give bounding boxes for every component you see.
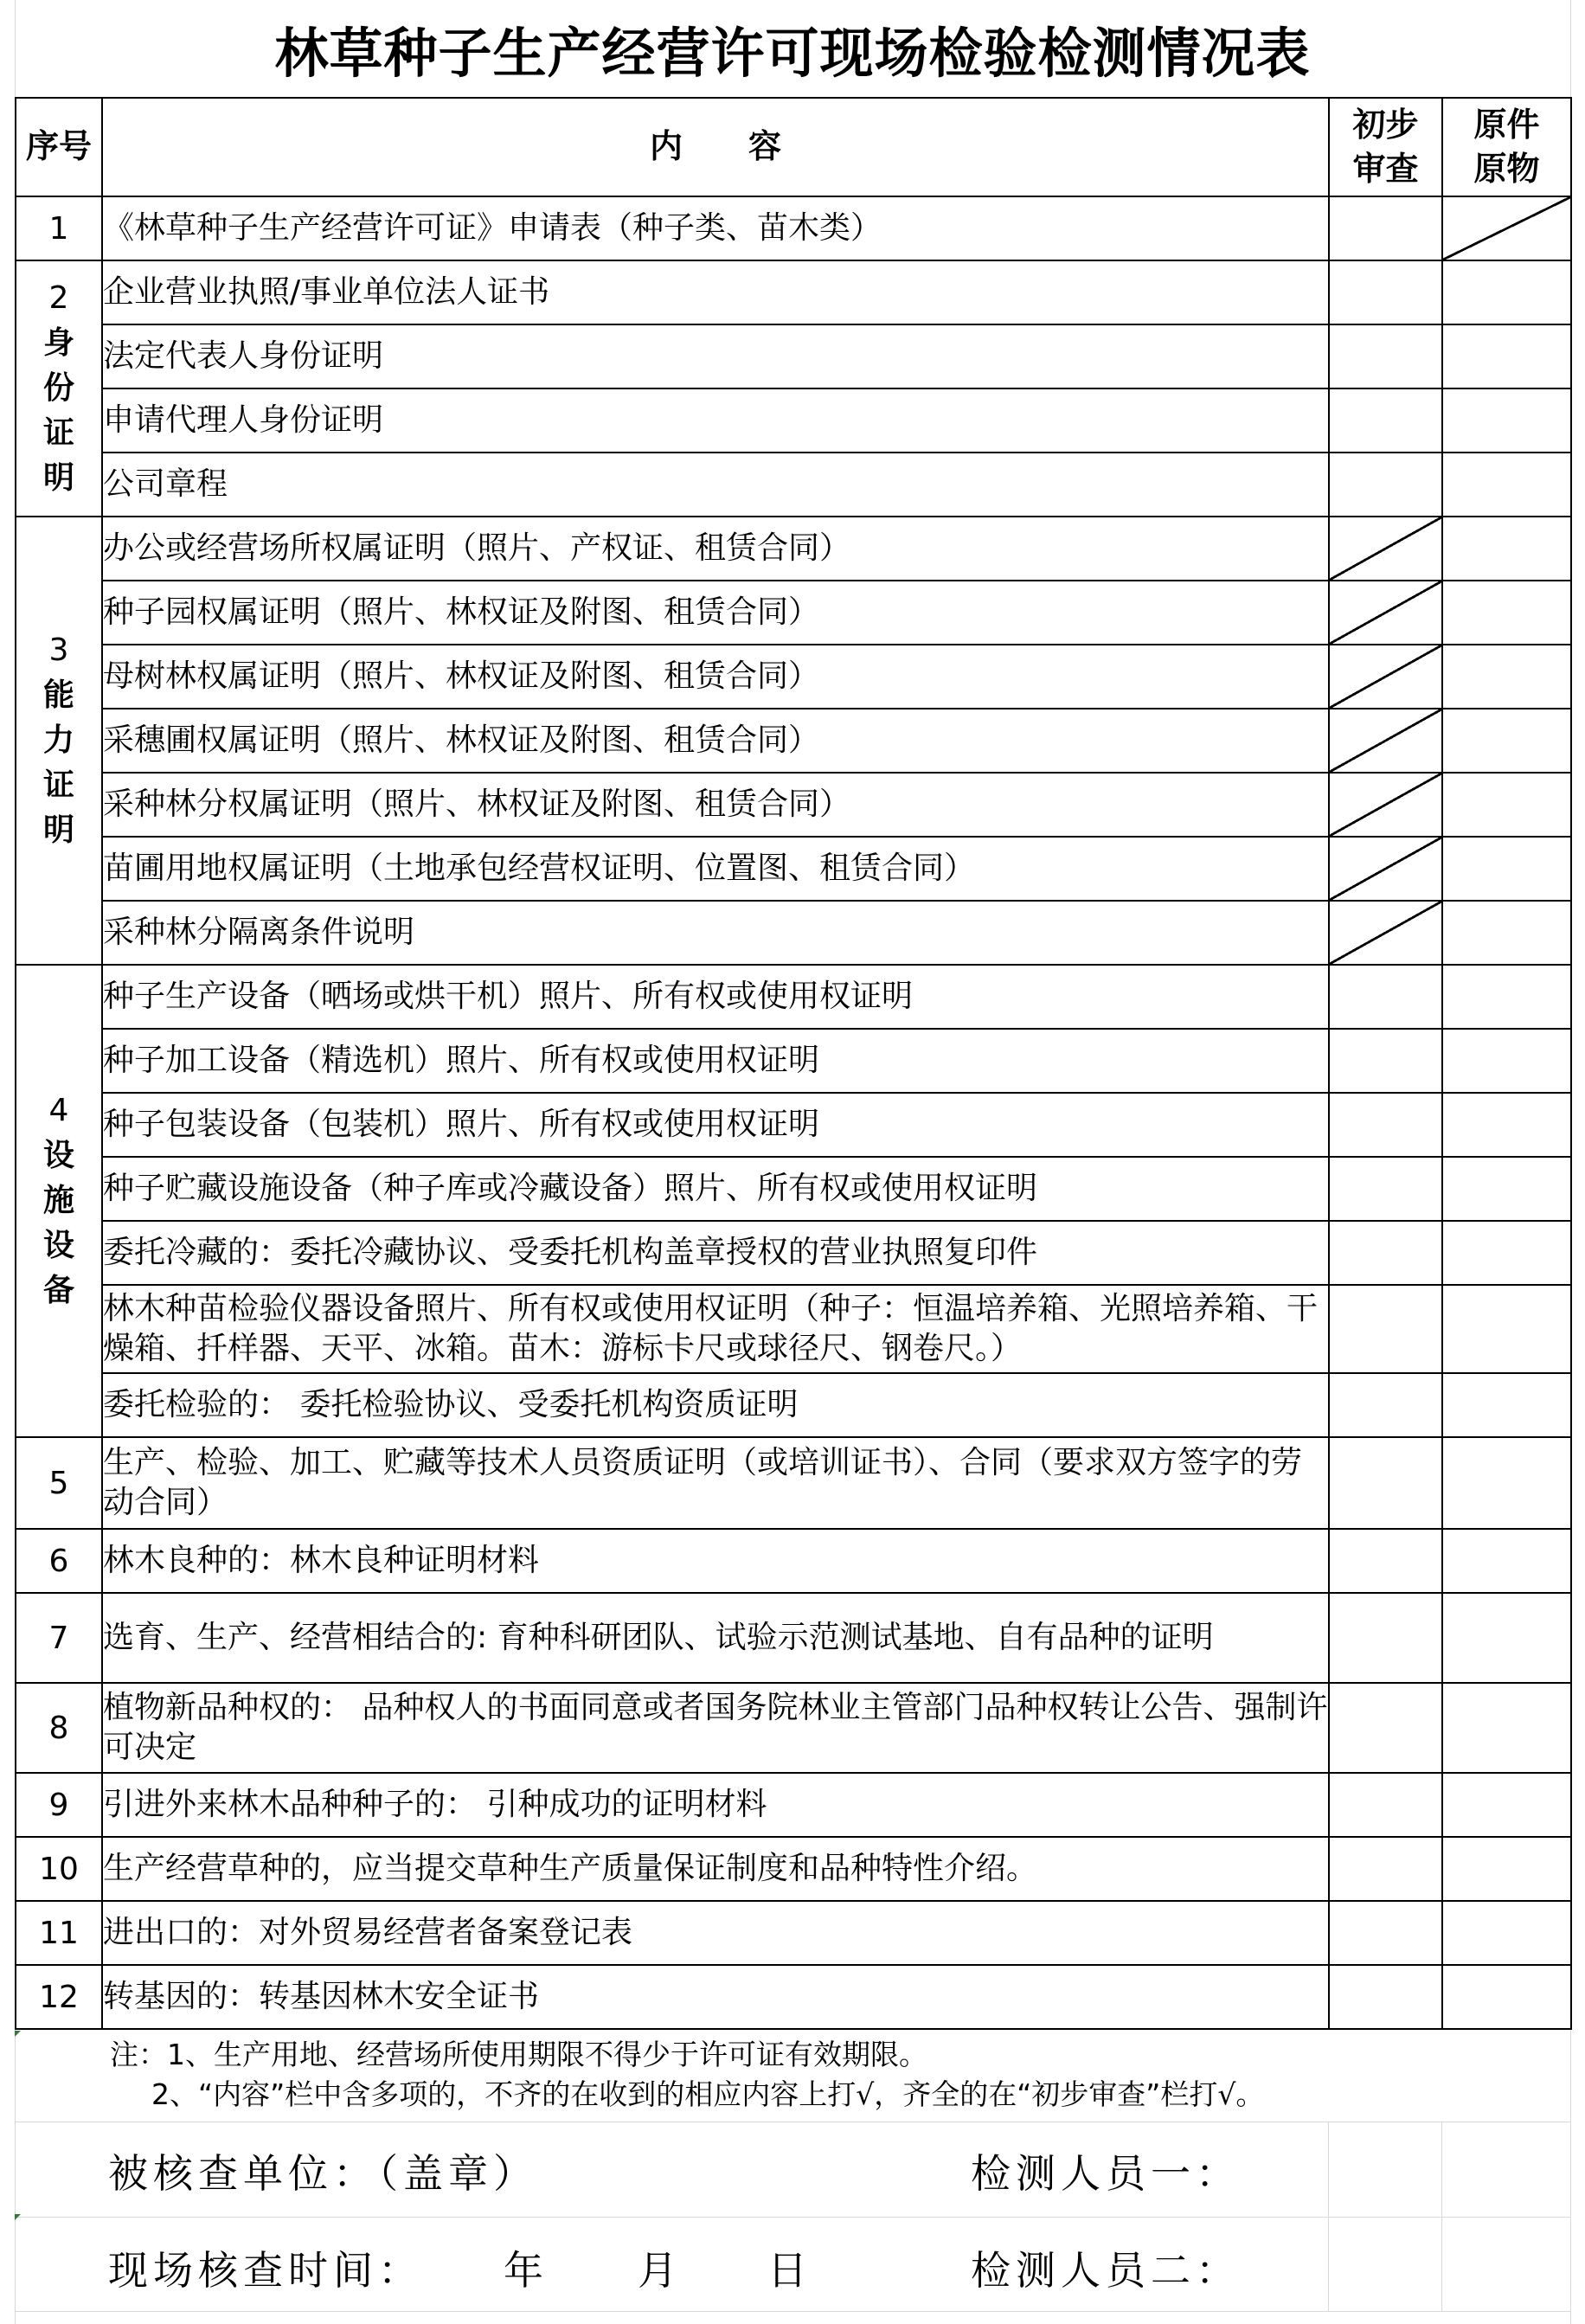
group-label-char: 能	[42, 677, 74, 713]
table-row	[16, 453, 1571, 517]
inspected-unit-label: 被核查单位：（盖章）	[108, 2150, 538, 2197]
table-row	[16, 1529, 1571, 1593]
original-cell[interactable]	[1442, 1373, 1571, 1437]
original-cell[interactable]	[1442, 581, 1571, 645]
initial-review-cell[interactable]	[1329, 1965, 1442, 2029]
row-number: 12	[16, 1965, 102, 2029]
initial-review-cell[interactable]	[1329, 1529, 1442, 1593]
initial-review-cell[interactable]	[1329, 1029, 1442, 1093]
original-cell[interactable]	[1442, 453, 1571, 517]
header-original-line2: 原物	[1473, 150, 1540, 188]
group-label-capability	[16, 517, 102, 965]
initial-review-cell[interactable]	[1329, 965, 1442, 1029]
divider	[1328, 2122, 1329, 2312]
original-cell[interactable]	[1442, 1593, 1571, 1683]
group-label-char: 身	[42, 324, 74, 361]
table-row	[16, 388, 1571, 453]
divider	[1441, 2122, 1442, 2312]
row-content: 转基因的：转基因林木安全证书	[102, 1965, 1329, 2029]
header-initial-review	[1329, 98, 1442, 196]
original-cell[interactable]	[1442, 1285, 1571, 1373]
initial-review-cell[interactable]	[1329, 1773, 1442, 1837]
group-label-char: 明	[42, 460, 74, 497]
row-content: 林木种苗检验仪器设备照片、所有权或使用权证明（种子：恒温培养箱、光照培养箱、干燥箱、扦样器、天平、冰箱。苗木：游标卡尺或球径尺、钢卷尺。）	[102, 1285, 1329, 1373]
month-label: 月	[638, 2247, 683, 2294]
group-label-char: 力	[42, 722, 74, 758]
divider	[15, 2311, 1570, 2312]
group-label-identity	[16, 260, 102, 517]
table-row	[16, 1221, 1571, 1285]
table-row	[16, 1837, 1571, 1901]
group-label-char: 证	[42, 415, 74, 452]
header-original	[1442, 98, 1571, 196]
row-content: 种子加工设备（精选机）照片、所有权或使用权证明	[102, 1029, 1329, 1093]
initial-review-cell[interactable]	[1329, 1157, 1442, 1221]
row-content: 选育、生产、经营相结合的: 育种科研团队、试验示范测试基地、自有品种的证明	[102, 1593, 1329, 1683]
group-label-char: 证	[42, 767, 74, 804]
group-label-char: 备	[42, 1273, 74, 1309]
row-content: 委托冷藏的：委托冷藏协议、受委托机构盖章授权的营业执照复印件	[102, 1221, 1329, 1285]
original-cell[interactable]	[1442, 1093, 1571, 1157]
initial-review-cell[interactable]	[1329, 1837, 1442, 1901]
row-number: 6	[16, 1529, 102, 1593]
group-label-char: 设	[42, 1228, 74, 1264]
row-number: 10	[16, 1837, 102, 1901]
group-number: 4	[48, 1092, 69, 1128]
group-label-char: 明	[42, 812, 74, 849]
page-title: 林草种子生产经营许可现场检验检测情况表	[274, 22, 1311, 85]
initial-review-cell[interactable]	[1329, 453, 1442, 517]
table-row	[16, 1093, 1571, 1157]
header-initial-review-line2: 审查	[1352, 150, 1419, 188]
group-number: 2	[48, 279, 69, 316]
table-row	[16, 901, 1571, 965]
table-row	[16, 645, 1571, 709]
table-row	[16, 1029, 1571, 1093]
original-cell[interactable]	[1442, 709, 1571, 773]
table-row	[16, 324, 1571, 388]
table-row	[16, 1593, 1571, 1683]
divider	[15, 2217, 1570, 2218]
original-cell[interactable]	[1442, 645, 1571, 709]
row-content: 申请代理人身份证明	[102, 388, 1329, 453]
table-row	[16, 581, 1571, 645]
original-cell[interactable]	[1442, 1437, 1571, 1529]
table-row	[16, 1773, 1571, 1837]
header-original-line1: 原件	[1473, 105, 1540, 144]
initial-review-cell[interactable]	[1329, 1373, 1442, 1437]
original-cell[interactable]	[1442, 324, 1571, 388]
table-row	[16, 965, 1571, 1029]
row-content: 采种林分隔离条件说明	[102, 901, 1329, 965]
table-row	[16, 709, 1571, 773]
row-number: 9	[16, 1773, 102, 1837]
notes	[15, 2035, 1570, 2118]
table-row	[16, 1437, 1571, 1529]
original-cell[interactable]	[1442, 517, 1571, 581]
table-row	[16, 1157, 1571, 1221]
initial-review-cell-na	[1329, 773, 1442, 837]
row-content: 林木良种的：林木良种证明材料	[102, 1529, 1329, 1593]
original-cell[interactable]	[1442, 965, 1571, 1029]
table-row	[16, 260, 1571, 324]
initial-review-cell[interactable]	[1329, 1093, 1442, 1157]
row-content: 母树林权属证明（照片、林权证及附图、租赁合同）	[102, 645, 1329, 709]
initial-review-cell[interactable]	[1329, 1221, 1442, 1285]
row-content: 办公或经营场所权属证明（照片、产权证、租赁合同）	[102, 517, 1329, 581]
original-cell[interactable]	[1442, 260, 1571, 324]
initial-review-cell-na	[1329, 901, 1442, 965]
table-row	[16, 1901, 1571, 1965]
row-content: 植物新品种权的： 品种权人的书面同意或者国务院林业主管部门品种权转让公告、强制许可决定	[102, 1683, 1329, 1773]
row-content: 法定代表人身份证明	[102, 324, 1329, 388]
initial-review-cell-na	[1329, 709, 1442, 773]
note-line-1: 注：1、生产用地、经营场所使用期限不得少于许可证有效期限。	[110, 2038, 927, 2071]
group-label-char: 设	[42, 1137, 74, 1173]
original-cell[interactable]	[1442, 1157, 1571, 1221]
header-seq: 序号	[16, 98, 102, 196]
header-content: 内 容	[102, 98, 1329, 196]
table-row	[16, 517, 1571, 581]
row-content: 委托检验的： 委托检验协议、受委托机构资质证明	[102, 1373, 1329, 1437]
original-cell-na	[1442, 196, 1571, 260]
row-content: 苗圃用地权属证明（土地承包经营权证明、位置图、租赁合同）	[102, 837, 1329, 901]
row-content: 进出口的：对外贸易经营者备案登记表	[102, 1901, 1329, 1965]
initial-review-cell[interactable]	[1329, 1437, 1442, 1529]
table-row	[16, 1373, 1571, 1437]
checklist-table	[15, 97, 1572, 2030]
row-content: 种子生产设备（晒场或烘干机）照片、所有权或使用权证明	[102, 965, 1329, 1029]
row-number: 8	[16, 1683, 102, 1773]
original-cell[interactable]	[1442, 1773, 1571, 1837]
signature-area	[15, 2122, 1570, 2312]
group-label-char: 施	[42, 1182, 74, 1218]
year-label: 年	[504, 2247, 549, 2294]
row-number: 5	[16, 1437, 102, 1529]
cell-comment-marker	[15, 2214, 21, 2220]
header-row	[16, 98, 1571, 196]
row-content: 《林草种子生产经营许可证》申请表（种子类、苗木类）	[102, 196, 1329, 260]
initial-review-cell[interactable]	[1329, 1285, 1442, 1373]
inspector-1-label: 检测人员一：	[971, 2150, 1241, 2197]
row-content: 种子贮藏设施设备（种子库或冷藏设备）照片、所有权或使用权证明	[102, 1157, 1329, 1221]
table-row	[16, 773, 1571, 837]
row-content: 种子园权属证明（照片、林权证及附图、租赁合同）	[102, 581, 1329, 645]
row-content: 引进外来林木品种种子的： 引种成功的证明材料	[102, 1773, 1329, 1837]
initial-review-cell-na	[1329, 581, 1442, 645]
initial-review-cell[interactable]	[1329, 1683, 1442, 1773]
initial-review-cell[interactable]	[1329, 1593, 1442, 1683]
group-label-facilities	[16, 965, 102, 1437]
initial-review-cell[interactable]	[1329, 196, 1442, 260]
original-cell[interactable]	[1442, 1221, 1571, 1285]
table-row	[16, 196, 1571, 260]
table-row	[16, 1285, 1571, 1373]
initial-review-cell[interactable]	[1329, 388, 1442, 453]
initial-review-cell[interactable]	[1329, 260, 1442, 324]
note-line-2: 2、“内容”栏中含多项的，不齐的在收到的相应内容上打√，齐全的在“初步审查”栏打√。	[151, 2077, 1265, 2111]
group-number: 3	[48, 632, 69, 668]
table-row	[16, 837, 1571, 901]
row-content: 生产、检验、加工、贮藏等技术人员资质证明（或培训证书）、合同（要求双方签字的劳动合同）	[102, 1437, 1329, 1529]
table-row	[16, 1683, 1571, 1773]
initial-review-cell-na	[1329, 517, 1442, 581]
group-label-char: 份	[42, 369, 74, 406]
day-label: 日	[767, 2247, 812, 2294]
row-content: 企业营业执照/事业单位法人证书	[102, 260, 1329, 324]
inspector-2-label: 检测人员二：	[971, 2247, 1241, 2294]
original-cell[interactable]	[1442, 1529, 1571, 1593]
row-content: 种子包装设备（包装机）照片、所有权或使用权证明	[102, 1093, 1329, 1157]
original-cell[interactable]	[1442, 1683, 1571, 1773]
original-cell[interactable]	[1442, 901, 1571, 965]
inspection-time-label: 现场核查时间：	[108, 2247, 423, 2294]
original-cell[interactable]	[1442, 773, 1571, 837]
original-cell[interactable]	[1442, 1837, 1571, 1901]
initial-review-cell-na	[1329, 645, 1442, 709]
row-number: 7	[16, 1593, 102, 1683]
row-number: 11	[16, 1901, 102, 1965]
initial-review-cell-na	[1329, 837, 1442, 901]
row-content: 采种林分权属证明（照片、林权证及附图、租赁合同）	[102, 773, 1329, 837]
initial-review-cell[interactable]	[1329, 324, 1442, 388]
header-initial-review-line1: 初步	[1352, 105, 1419, 144]
initial-review-cell[interactable]	[1329, 1901, 1442, 1965]
original-cell[interactable]	[1442, 1029, 1571, 1093]
row-number: 1	[16, 196, 102, 260]
original-cell[interactable]	[1442, 837, 1571, 901]
row-content: 生产经营草种的，应当提交草种生产质量保证制度和品种特性介绍。	[102, 1837, 1329, 1901]
original-cell[interactable]	[1442, 388, 1571, 453]
table-row	[16, 1965, 1571, 2029]
original-cell[interactable]	[1442, 1965, 1571, 2029]
row-content: 公司章程	[102, 453, 1329, 517]
row-content: 采穗圃权属证明（照片、林权证及附图、租赁合同）	[102, 709, 1329, 773]
original-cell[interactable]	[1442, 1901, 1571, 1965]
